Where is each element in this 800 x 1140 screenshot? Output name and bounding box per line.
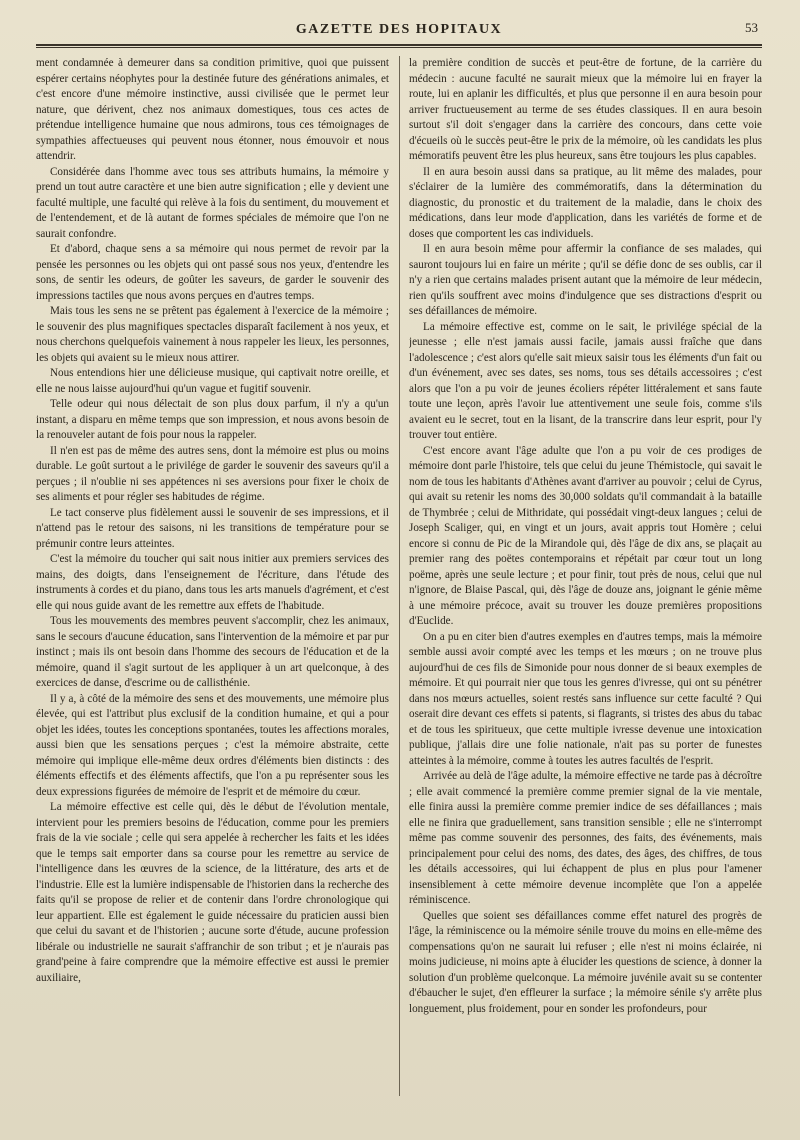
journal-title: GAZETTE DES HOPITAUX (295, 22, 503, 37)
header-rule (36, 44, 762, 46)
paragraph: Arrivée au delà de l'âge adulte, la mémoire effective ne tarde pas à décroître ; elle avait commencé la première comme premier signal de la vie mentale, elle finira aussi la première comme premier indice de ses défaillances ; mais elle ne finira que graduellement, sans transition sensible ; elle ne s'interrompt même pas comme souvenir des personnes, des faits, des événements, mais principalement pour celui des noms, des dates, des âges, des chiffres, de tous les détails accessoires, qui lui échappent de plus en plus pour l'amener insensiblement à cette mémoire devenue incomplète que l'on a appelée réminiscence. (409, 770, 762, 906)
paragraph: Il y a, à côté de la mémoire des sens et des mouvements, une mémoire plus élevée, qui est l'attribut plus exclusif de la condition humaine, et qui a pour objet les idées, toutes les conceptions spontanées, toutes les affections morales, aussi bien que les sensations perçues ; c'est la mémoire abstraite, cette mémoire qui implique elle-même deux ordres d'éléments bien distincts : des éléments effectifs et des éléments affectifs, que l'on a pu représenter sous les deux expressions figurées de mémoire de l'esprit et de mémoire du cœur. (36, 692, 389, 798)
paragraph: Il en aura besoin même pour affermir la confiance de ses malades, qui sauront toujours lui en faire un mérite ; qu'il se défie donc de ses oublis, car il n'y a rien que certains malades prisent autant que la mémoire de leur médecin, rien qu'ils souffrent avec moins d'indulgence que ses distractions d'esprit ou ses défaillances de mémoire. (409, 243, 762, 317)
paragraph: la première condition de succès et peut-être de fortune, de la carrière du médecin : aucune faculté ne saurait mieux que la mémoire lui en frayer la route, lui en aplanir les difficultés, et plus que personne il en aura besoin pour arriver fructueusement au terme de ses études classiques. Il en aura besoin surtout s'il doit s'engager dans la carrière des concours, dans cette voie d'écueils où le succès peut-être le prix de la mémoire, où les candidats les plus mémoratifs peuvent être les plus heureux, sans être toujours les plus capables. (409, 57, 762, 162)
paragraph: La mémoire effective est celle qui, dès le début de l'évolution mentale, intervient pour les premiers besoins de l'éducation, comme pour les premiers frais de la vie sociale ; celle qui sera appelée à rechercher les faits et les idées que le temps sait emporter dans sa course pour les remettre au service de l'intelligence dans les œuvres de la science, de la littérature, des arts et de l'industrie. Elle est la lumière indispensable de l'historien dans la recherche des faits qu'il se propose de relier et de contenir dans l'ordre chronologique qui leur appartient. Elle est également le guide nécessaire du praticien aussi bien que celui du savant et de l'historien ; aucune sorte d'étude, aucune profession libérale ou industrielle ne saurait s'affranchir de son tribut ; et je n'aurais pas grand'peine à faire comprendre que la mémoire effective est aussi le premier auxiliaire, (36, 801, 389, 984)
left-column (36, 56, 389, 1116)
text-columns (36, 56, 762, 1116)
paragraph: C'est la mémoire du toucher qui sait nous initier aux premiers services des mains, des doigts, dans l'enseignement de l'écriture, dans l'étude des instruments à cordes et du piano, dans tous les arts manuels d'agrément, et c'est elle qui nous guide avant de les remettre aux effets de l'habitude. (36, 553, 389, 612)
paragraph: Considérée dans l'homme avec tous ses attributs humains, la mémoire y prend un tout autre caractère et une bien autre signification ; elle y devient une faculté multiple, une faculté qui relève à la fois du sentiment, du mouvement et de l'entendement, et de là autant de formes spéciales de mémoire que l'on ne saurait confondre. (36, 165, 389, 240)
paragraph: La mémoire effective est, comme on le sait, le privilége spécial de la jeunesse ; elle n'est jamais aussi facile, jamais aussi fraîche que dans l'adolescence ; c'est alors qu'elle sait mieux saisir tous les éléments d'un fait ou d'un événement, avec ses dates, ses noms, tous ses détails accessoires ; c'est alors que l'on a pu voir de jeunes écoliers répéter littéralement et sans faute toute une leçon, après l'avoir lue attentivement une seule fois, comme s'ils avaient eu le secret, tout en la lisant, de la transcrire dans leur esprit, pour l'y trouver tout entière. (409, 320, 762, 441)
paragraph: C'est encore avant l'âge adulte que l'on a pu voir de ces prodiges de mémoire dont parle l'histoire, tels que celui du jeune Thémistocle, qui savait le nom de tous les habitants d'Athènes avant d'arriver au pouvoir ; celui de Cyrus, qui avait su retenir les noms des 30,000 soldats qu'il commandait à la bataille de Thymbrée ; celui de Mithridate, qui possédait vingt-deux langues ; celui de Joseph Scaliger, qui, en vingt et un jours, avait appris tout Homère ; celui encore si connu de Pic de la Mirandole qui, dès l'âge de dix ans, se plaçait au premier rang des poëtes contemporains et répétait par cœur tout un long poëme, après une seule lecture ; et pour finir, tout près de nous, celui que nul n'ignore, de Blaise Pascal, qui, dès l'âge de douze ans, joignant le génie même à une mémoire précoce, avait su trouver les douze premières propositions d'Euclide. (409, 444, 762, 627)
paragraph: Et d'abord, chaque sens a sa mémoire qui nous permet de revoir par la pensée les personnes ou les objets qui ont passé sous nos yeux, d'entendre les sons, de sentir les odeurs, de goûter les saveurs, de garder le souvenir des impressions tactiles que nous avons perçues en d'autres temps. (36, 243, 389, 302)
paragraph: Il n'en est pas de même des autres sens, dont la mémoire est plus ou moins durable. Le goût surtout a le privilége de garder le souvenir des saveurs qu'il a perçues ; il n'oublie ni ses appétences ni ses aversions pour fixer le choix de ses aliments et pour régler ses habitudes de régime. (36, 444, 389, 503)
paragraph: Mais tous les sens ne se prêtent pas également à l'exercice de la mémoire ; le souvenir des plus magnifiques spectacles disparaît facilement à nos yeux, et nous cherchons quelquefois vainement à nous rappeler les lieux, les personnes, les objets qui avaient su le mieux nous attirer. (36, 305, 389, 364)
paragraph: Tous les mouvements des membres peuvent s'accomplir, chez les animaux, sans le secours d'aucune éducation, sans l'intervention de la mémoire et par pur instinct ; mais ils ont besoin dans l'homme des secours de l'éducation et de la mémoire, quand il s'agit surtout de les appliquer à un art quelconque, à des exercices de danse, d'escrime ou de callisthénie. (36, 615, 389, 689)
paragraph: Il en aura besoin aussi dans sa pratique, au lit même des malades, pour s'éclairer de la lumière des commémoratifs, dans la détermination du diagnostic, du pronostic et du traitement de la maladie, dans le choix des médications, dans leur mode d'application, dans les variétés de forme et de doses que comportent les cas individuels. (409, 165, 762, 240)
paragraph: Telle odeur qui nous délectait de son plus doux parfum, il n'y a qu'un instant, a disparu en même temps que son impression, et nous avons besoin de la renouveler autant de fois pour nous la rappeler. (36, 398, 389, 441)
page-header (36, 0, 762, 44)
right-column (409, 56, 762, 1116)
paragraph: Nous entendions hier une délicieuse musique, qui captivait notre oreille, et elle ne nous laisse aujourd'hui qu'un vague et fugitif souvenir. (36, 367, 389, 395)
paragraph: Quelles que soient ses défaillances comme effet naturel des progrès de l'âge, la réminiscence ou la mémoire sénile trouve du moins en elle-même des compensations qu'on ne saurait lui refuser ; elle n'est ni moins éclairée, ni moins judicieuse, ni moins apte à élucider les questions de science, à donner la solution d'un problème quelconque. La mémoire juvénile avait su se contenter d'ébaucher le sujet, d'en effleurer la surface ; la mémoire sénile s'y arrête plus longuement, plus froidement, pour en sonder les profondeurs, pour (409, 909, 762, 1015)
paragraph: ment condamnée à demeurer dans sa condition primitive, quoi que puissent espérer certains néophytes pour la destinée future des générations animales, et c'est encore d'une mémoire instinctive, aussi civilisée que le permet leur nature, que dérivent, chez nos animaux domestiques, tous ces actes de prétendue intelligence humaine que nous admirons, tous ces témoignages de sympathies affectueuses qui peuvent nous étonner, nous émouvoir et nous attendrir. (36, 57, 389, 162)
page-number: 53 (745, 20, 758, 35)
paragraph: On a pu en citer bien d'autres exemples en d'autres temps, mais la mémoire semble aussi avoir compté avec les temps et les mœurs ; on ne trouve plus aujourd'hui de ces fils de Simonide pour nous donner de si beaux exemples de mémoire. Et qui pourrait nier que tous les genres d'ivresse, qui ont su pénétrer dans nos mœurs actuelles, soient restés sans influence sur cette faculté ? Qui oserait dire devant ces effets si patents, si flagrants, si tristes des abus du tabac et de tous les spiritueux, que cette multiple ivresse devenue une intoxication publique, j'allais dire une folie nationale, n'ait pas su porter de funestes atteintes à la mémoire, comme à toutes les autres facultés de l'esprit. (409, 630, 762, 767)
header-rule-thin (36, 47, 762, 48)
paragraph: Le tact conserve plus fidèlement aussi le souvenir de ses impressions, et il n'attend pas le retour des saisons, ni les transitions de température pour se prémunir contre leurs atteintes. (36, 506, 389, 550)
